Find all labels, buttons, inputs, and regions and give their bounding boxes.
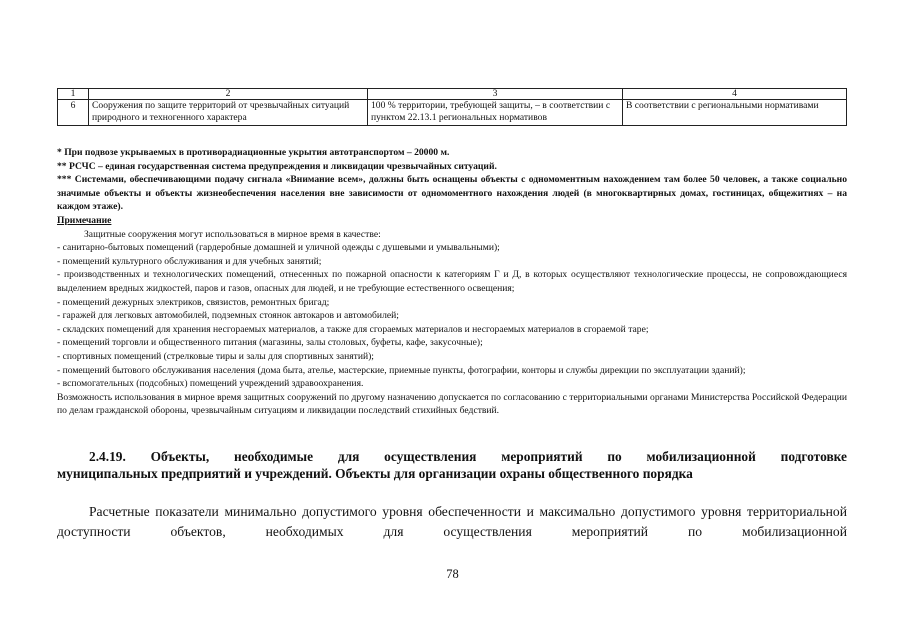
section-heading-line-1: 2.4.19. Объекты, необходимые для осуществления мероприятий по мобилизационной подготовке: [89, 449, 847, 464]
page-number: 78: [446, 567, 459, 581]
list-item: - помещений дежурных электриков, связистов, ремонтных бригад;: [57, 296, 330, 308]
table-header-cell: 2: [89, 89, 368, 100]
body-text: Расчетные показатели минимально допустимого уровня обеспеченности и максимально допустимого уровня территориальной доступности объектов, необходимых для осуществления мероприятий по мобилизационной: [57, 504, 847, 539]
list-item: - спортивных помещений (стрелковые тиры и залы для спортивных занятий);: [57, 350, 374, 362]
list-item: - помещений культурного обслуживания и для учебных занятий;: [57, 255, 322, 267]
note-title: Примечание: [57, 214, 112, 226]
body-paragraph: [57, 502, 847, 541]
footnote-1: * При подвозе укрываемых в противорадиационные укрытия автотранспортом – 20000 м.: [57, 147, 450, 158]
section-heading-line-2: муниципальных предприятий и учреждений. Объекты для организации охраны общественного порядка: [57, 466, 693, 481]
section-heading: [57, 448, 847, 482]
list-item: - помещений торговли и общественного питания (магазины, залы столовых, буфеты, кафе, закусочные);: [57, 337, 483, 349]
closing-note: Возможность использования в мирное время защитных сооружений по другому назначению допускается по согласованию с территориальными органами Министерства Российской Федерации по делам гражданской обороны, чрезвычайным ситуациям и ликвидации последствий стихийных бедствий.: [57, 391, 847, 417]
list-item: - вспомогательных (подсобных) помещений учреждений здравоохранения.: [57, 378, 364, 390]
requirements-table: [57, 88, 847, 126]
min-level-cell: 100 % территории, требующей защиты, – в соответствии с пунктом 22.13.1 региональных нормативов: [368, 100, 623, 126]
list-item: - помещений бытового обслуживания населения (дома быта, ателье, мастерские, приемные пункты, фотографии, конторы и службы дирекции по эксплуатации зданий);: [57, 364, 746, 376]
object-name-cell: Сооружения по защите территорий от чрезвычайных ситуаций природного и техногенного характера: [89, 100, 368, 126]
table-header-cell: 4: [623, 89, 847, 100]
table-header-cell: 3: [368, 89, 623, 100]
table-notes: [57, 146, 847, 418]
footnote-2: ** РСЧС – единая государственная система предупреждения и ликвидации чрезвычайных ситуаций.: [57, 160, 497, 172]
max-access-cell: В соответствии с региональными нормативами: [623, 100, 847, 126]
list-item: - санитарно-бытовых помещений (гардеробные домашней и уличной одежды с душевыми и умывальными);: [57, 242, 500, 254]
list-item: - производственных и технологических помещений, отнесенных по пожарной опасности к категориям Г и Д, в которых осуществляют технологические процессы, не сопровождающиеся выделением вредных жидкостей, паров и газов, опасных для людей, и не требующие естественного освещения;: [57, 269, 847, 294]
table-row: [58, 100, 847, 126]
table-header-row: [58, 89, 847, 100]
table-header-cell: 1: [58, 89, 89, 100]
row-number-cell: 6: [58, 100, 89, 126]
note-intro: Защитные сооружения могут использоваться в мирное время в качестве:: [84, 228, 381, 240]
list-item: - складских помещений для хранения несгораемых материалов, а также для сгораемых материалов и несгораемых материалов в сгораемой таре;: [57, 323, 649, 335]
list-item: - гаражей для легковых автомобилей, подземных стоянок автокаров и автомобилей;: [57, 310, 399, 322]
footnote-3: *** Системами, обеспечивающими подачу сигнала «Внимание всем», должны быть оснащены объекты с одномоментным нахождением там более 50 человек, а также социально значимые объекты и объекты жизнеобеспечения населения вне зависимости от одномоментного нахождения людей (в многоквартирных домах, гостиницах, общежитиях – на каждом этаже).: [57, 174, 847, 213]
